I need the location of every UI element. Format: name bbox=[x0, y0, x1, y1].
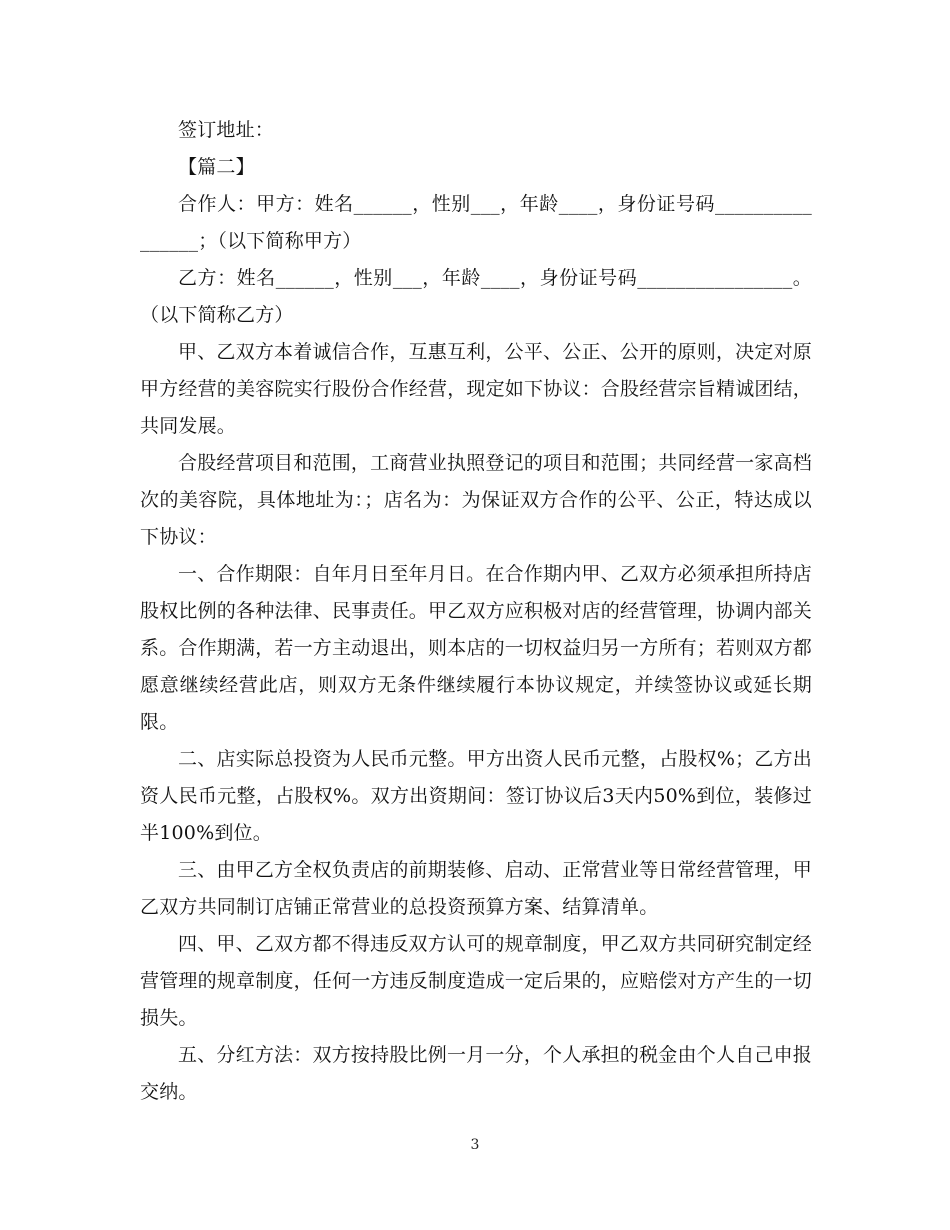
page-number: 3 bbox=[470, 1137, 480, 1153]
paragraph-business-scope: 合股经营项目和范围，工商营业执照登记的项目和范围；共同经营一家高档次的美容院，具体地址为：；店名为：为保证双方合作的公平、公正，特达成以下协议： bbox=[140, 452, 812, 548]
paragraph-party-a: 合作人：甲方：姓名______，性别___，年龄____，身份证号码________________；（以下简称甲方） bbox=[140, 193, 812, 252]
section-heading: 【篇二】 bbox=[178, 156, 255, 178]
clause-term: 一、合作期限：自年月日至年月日。在合作期内甲、乙双方必须承担所持店股权比例的各种法律、民事责任。甲乙双方应积极对店的经营管理，协调内部关系。合作期满，若一方主动退出，则本店的一切权益归另一方所有；若则双方都愿意继续经营此店，则双方无条件继续履行本协议规定，并续签协议或延长期限。 bbox=[140, 563, 813, 733]
paragraph-signing-address: 签订地址： bbox=[178, 119, 275, 141]
clause-rules: 四、甲、乙双方都不得违反双方认可的规章制度，甲乙双方共同研究制定经营管理的规章制度，任何一方违反制度造成一定后果的，应赔偿对方产生的一切损失。 bbox=[140, 933, 813, 1029]
clause-management: 三、由甲乙方全权负责店的前期装修、启动、正常营业等日常经营管理，甲乙双方共同制订店铺正常营业的总投资预算方案、结算清单。 bbox=[140, 859, 812, 918]
clause-dividends: 五、分红方法：双方按持股比例一月一分，个人承担的税金由个人自己申报交纳。 bbox=[140, 1044, 812, 1103]
paragraph-party-b: 乙方：姓名______，性别___，年龄____，身份证号码________________。（以下简称乙方） bbox=[140, 267, 812, 326]
clause-investment: 二、店实际总投资为人民币元整。甲方出资人民币元整，占股权%；乙方出资人民币元整，占股权%。双方出资期间：签订协议后3天内50%到位，装修过半100%到位。 bbox=[140, 748, 812, 844]
document-body bbox=[140, 112, 812, 1111]
paragraph-preamble: 甲、乙双方本着诚信合作，互惠互利，公平、公正、公开的原则，决定对原甲方经营的美容院实行股份合作经营，现定如下协议：合股经营宗旨精诚团结，共同发展。 bbox=[140, 341, 813, 437]
